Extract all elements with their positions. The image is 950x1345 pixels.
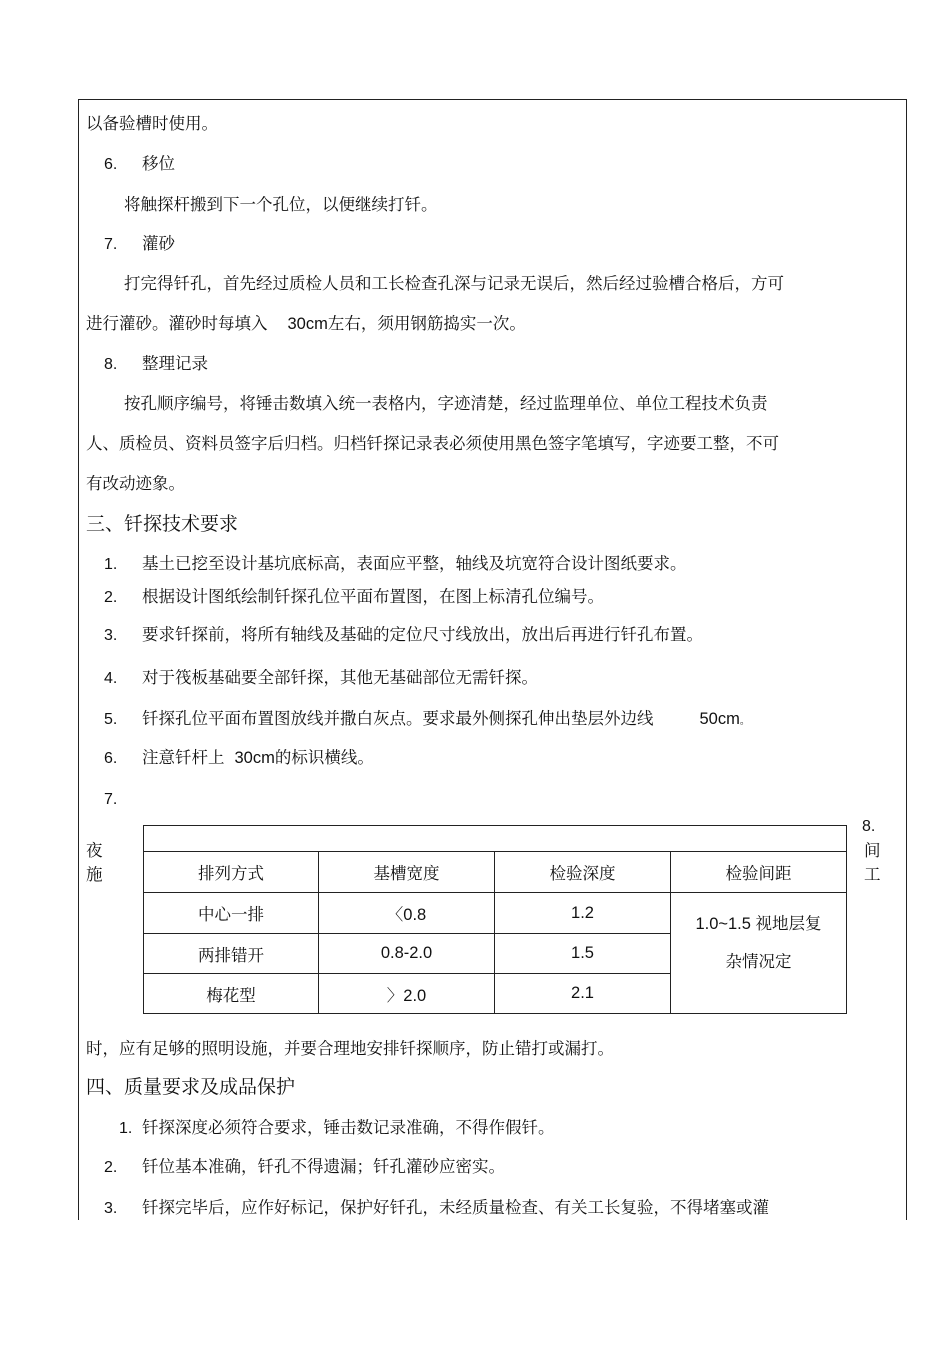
item-number: 2. — [104, 1159, 118, 1176]
table-cell — [144, 826, 847, 852]
list-item: 对于筏板基础要全部钎探，其他无基础部位无需钎探。 — [142, 668, 538, 687]
item-title: 整理记录 — [142, 354, 208, 373]
item-number: 3. — [104, 1200, 118, 1217]
text-line: 按孔顺序编号，将锤击数填入统一表格内，字迹清楚，经过监理单位、单位工程技术负责 — [124, 394, 768, 413]
table-cell: 1.2 — [495, 893, 671, 934]
table-cell: 中心一排 — [144, 893, 319, 934]
text-line: 时，应有足够的照明设施，并要合理地安排钎探顺序，防止错打或漏打。 — [86, 1039, 614, 1058]
table-cell: 两排错开 — [144, 934, 319, 974]
text-line: 将触探杆搬到下一个孔位，以便继续打钎。 — [124, 195, 438, 214]
table-cell-spacing — [671, 893, 847, 1014]
list-item: 根据设计图纸绘制钎探孔位平面布置图，在图上标清孔位编号。 — [142, 587, 604, 606]
spacing-text: 杂情况定 — [725, 952, 792, 971]
text-line: 人、质检员、资料员签字后归档。归档钎探记录表必须使用黑色签字笔填写，字迹要工整，不可 — [86, 434, 779, 453]
side-char: 间 — [864, 841, 881, 860]
text-line: 进行灌砂。灌砂时每填入 30cm左右，须用钢筋捣实一次。 — [86, 314, 526, 333]
column-header: 检验深度 — [495, 852, 671, 893]
item-number: 5. — [104, 711, 118, 728]
table-cell: 1.5 — [495, 934, 671, 974]
item-number: 7. — [104, 791, 118, 808]
table-cell: 〉2.0 — [319, 974, 495, 1014]
item-number: 3. — [104, 627, 118, 644]
item-number: 1. — [104, 556, 118, 573]
side-char: 工 — [864, 865, 881, 884]
table-cell: 2.1 — [495, 974, 671, 1014]
column-header: 排列方式 — [144, 852, 319, 893]
table-row — [144, 893, 847, 934]
item-number: 8. — [104, 356, 118, 373]
spacing-text: 1.0~1.5 视地层复 — [695, 915, 822, 933]
spacing-table — [143, 825, 847, 1014]
column-header: 检验间距 — [671, 852, 847, 893]
table-cell: 0.8-2.0 — [319, 934, 495, 974]
item-title: 移位 — [142, 154, 175, 173]
item-number: 6. — [104, 156, 118, 173]
text-line: 有改动迹象。 — [86, 474, 185, 493]
item-number: 2. — [104, 589, 118, 606]
side-char: 8. — [862, 818, 876, 835]
list-item: 基土已挖至设计基坑底标高，表面应平整，轴线及坑宽符合设计图纸要求。 — [142, 554, 687, 573]
list-item: 注意钎杆上 30cm的标识横线。 — [142, 748, 374, 767]
item-number: 6. — [104, 750, 118, 767]
text-line: 以备验槽时使用。 — [86, 114, 218, 133]
item-number: 7. — [104, 236, 118, 253]
item-title: 灌砂 — [142, 234, 175, 253]
list-item: 钎位基本准确，钎孔不得遗漏；钎孔灌砂应密实。 — [142, 1157, 505, 1176]
item-number: 4. — [104, 670, 118, 687]
section-heading: 三、钎探技术要求 — [86, 513, 239, 535]
table-cell: 〈0.8 — [319, 893, 495, 934]
column-header: 基槽宽度 — [319, 852, 495, 893]
text-line: 打完得钎孔，首先经过质检人员和工长检查孔深与记录无误后，然后经过验槽合格后，方可 — [124, 274, 784, 293]
list-item: 钎探深度必须符合要求，锤击数记录准确，不得作假钎。 — [142, 1118, 555, 1137]
table-blank-row — [144, 826, 847, 852]
table-header-row — [144, 852, 847, 893]
table-cell: 梅花型 — [144, 974, 319, 1014]
item-number: 1. — [119, 1120, 133, 1137]
side-char: 夜 — [86, 841, 103, 860]
list-item: 要求钎探前，将所有轴线及基础的定位尺寸线放出，放出后再进行钎孔布置。 — [142, 625, 703, 644]
list-item: 钎探孔位平面布置图放线并撒白灰点。要求最外侧探孔伸出垫层外边线 50cm。 — [142, 709, 750, 728]
list-item: 钎探完毕后，应作好标记，保护好钎孔，未经质量检查、有关工长复验，不得堵塞或灌 — [142, 1198, 769, 1217]
side-char: 施 — [86, 865, 103, 884]
section-heading: 四、质量要求及成品保护 — [86, 1076, 296, 1098]
